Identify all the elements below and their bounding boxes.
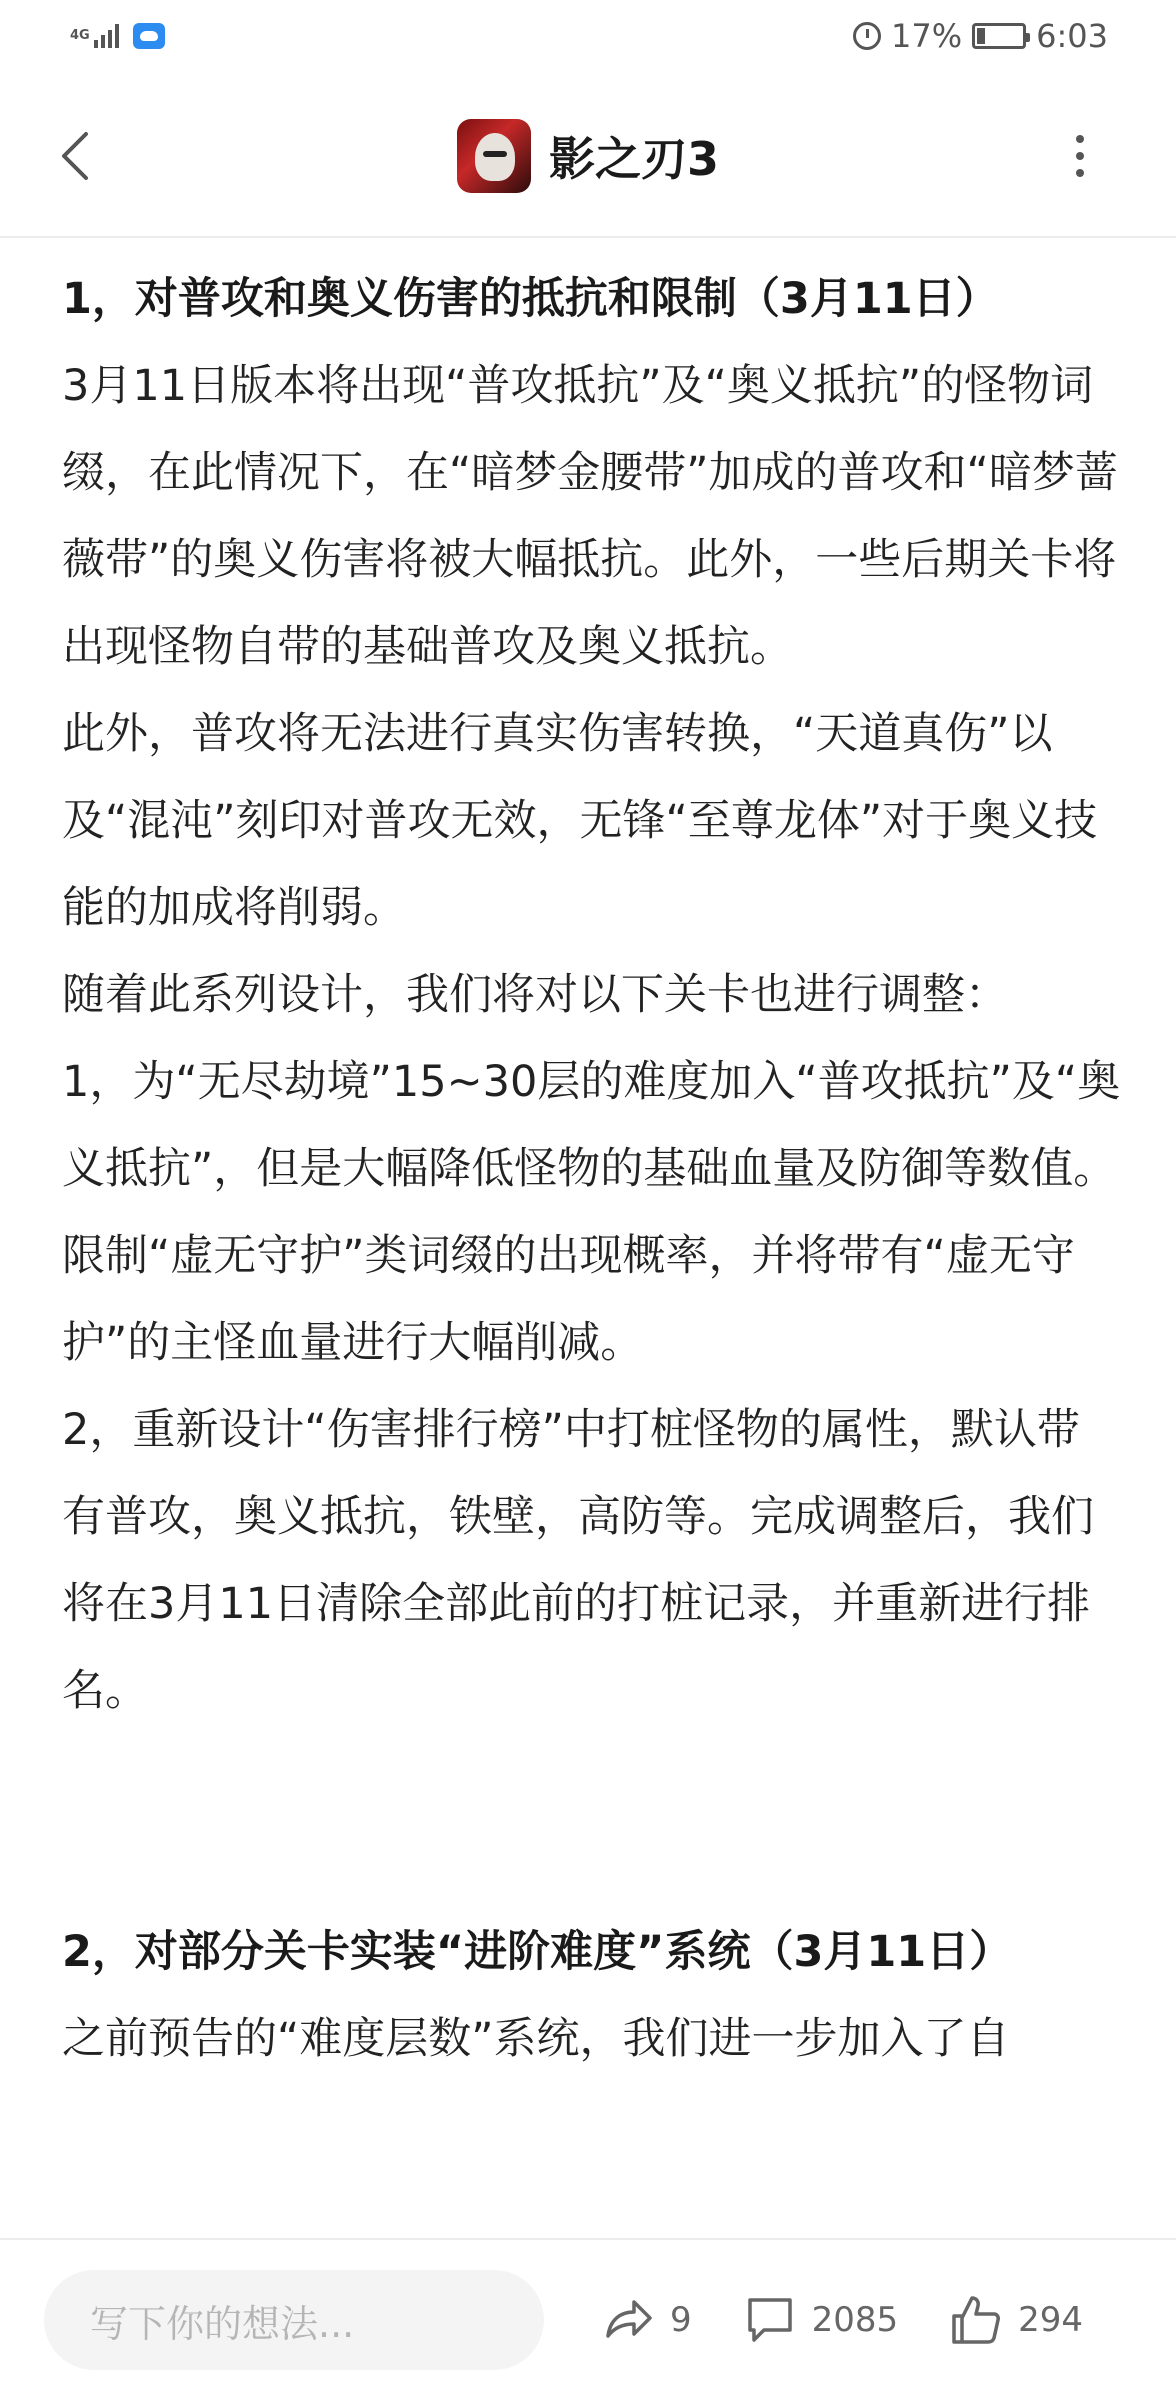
signal-indicator: [70, 24, 119, 48]
cloud-icon: [133, 23, 165, 49]
clock: 6:03: [1036, 17, 1108, 55]
title-bar: [0, 96, 1176, 216]
comment-button[interactable]: [742, 2292, 899, 2348]
battery-percent: 17%: [891, 17, 963, 55]
paragraph: 1，为“无尽劫境”15~30层的难度加入“普攻抵抗”及“奥义抵抗”，但是大幅降低怪物的基础血量及防御等数值。限制“虚无守护”类词缀的出现概率，并将带有“虚无守护”的主怪血量进行大幅削减。: [62, 1057, 1121, 1368]
header-divider: [0, 236, 1176, 238]
charging-icon: ⚡: [993, 24, 1009, 49]
share-button[interactable]: [600, 2292, 692, 2348]
comment-bubble-icon: [742, 2292, 798, 2348]
paragraph: 此外，普攻将无法进行真实伤害转换，“天道真伤”以及“混沌”刻印对普攻无效，无锋“至尊龙体”对于奥义技能的加成将削弱。: [62, 709, 1098, 933]
app-logo: [457, 119, 531, 193]
like-count: 294: [1018, 2300, 1084, 2340]
back-button[interactable]: [44, 124, 108, 188]
more-dot: [1076, 152, 1084, 160]
comment-count: 2085: [811, 2300, 899, 2340]
share-count: 9: [670, 2300, 692, 2340]
more-dot: [1076, 169, 1084, 177]
status-left: [70, 23, 165, 49]
more-vertical-icon: [1076, 135, 1084, 143]
battery-icon: [972, 23, 1026, 49]
page-title: 影之刃3: [548, 132, 719, 186]
app-title-group[interactable]: [457, 119, 719, 193]
status-right: [853, 17, 1108, 55]
paragraph: 随着此系列设计，我们将对以下关卡也进行调整：: [62, 970, 1008, 1020]
more-button[interactable]: [1056, 132, 1104, 180]
section-heading-2: 2，对部分关卡实装“进阶难度”系统（3月11日）: [62, 1927, 1013, 1977]
bottom-action-bar: [0, 2238, 1176, 2400]
alarm-icon: [853, 22, 881, 50]
section-spacer: [62, 1735, 1122, 1909]
status-bar: [0, 0, 1176, 72]
like-button[interactable]: [948, 2292, 1083, 2348]
chevron-left-icon: [56, 128, 96, 184]
comment-input[interactable]: 写下你的想法...: [44, 2270, 544, 2370]
paragraph: 2，重新设计“伤害排行榜”中打桩怪物的属性，默认带有普攻，奥义抵抗，铁壁，高防等。完成调整后，我们将在3月11日清除全部此前的打桩记录，并重新进行排名。: [62, 1405, 1094, 1716]
thumbs-up-icon: [948, 2292, 1004, 2348]
paragraph: 3月11日版本将出现“普攻抵抗”及“奥义抵抗”的怪物词缀，在此情况下，在“暗梦金腰带”加成的普攻和“暗梦蔷薇带”的奥义伤害将被大幅抵抗。此外，一些后期关卡将出现怪物自带的基础普攻及奥义抵抗。: [62, 361, 1118, 672]
article-body: [62, 256, 1122, 2236]
battery-fill: [977, 28, 984, 44]
network-type: 4G: [70, 28, 90, 43]
share-arrow-icon: [600, 2292, 656, 2348]
section-heading-1: 1，对普攻和奥义伤害的抵抗和限制（3月11日）: [62, 274, 999, 324]
paragraph: 之前预告的“难度层数”系统，我们进一步加入了自: [62, 2014, 1010, 2064]
signal-bars-icon: [94, 24, 119, 48]
